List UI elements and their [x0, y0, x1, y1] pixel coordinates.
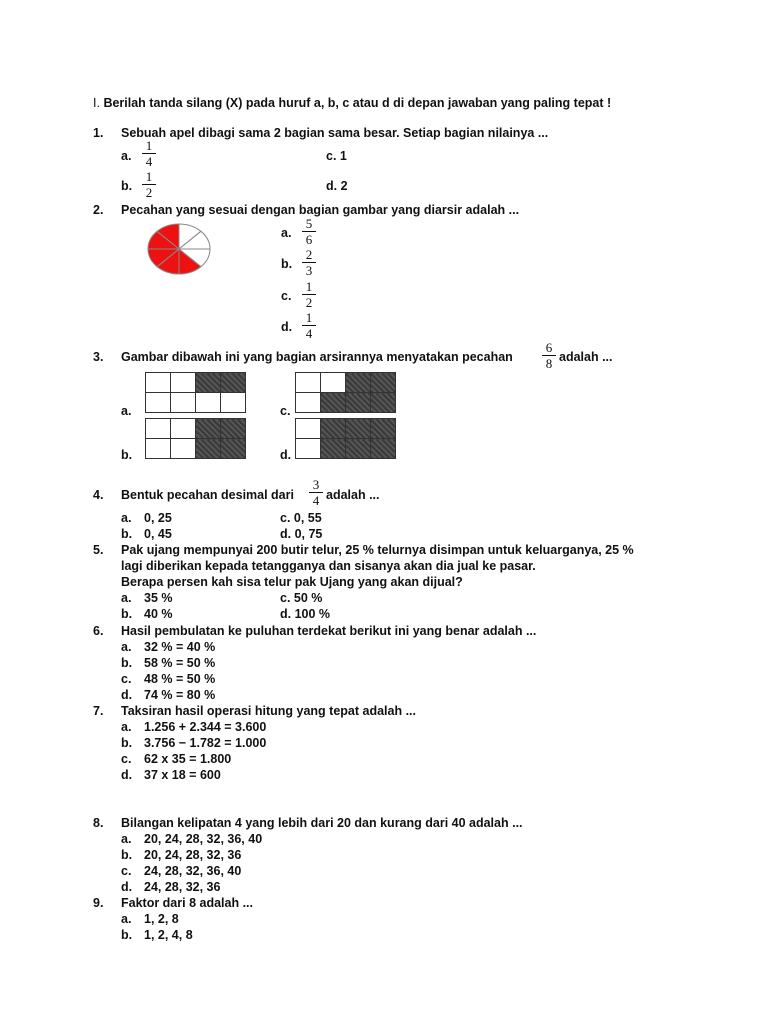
q7-option-c-label[interactable]: c. — [121, 752, 132, 766]
q8-option-d-value: 24, 28, 32, 36 — [144, 880, 221, 894]
fraction-denominator: 6 — [305, 232, 313, 247]
q3-option-b-label[interactable]: b. — [121, 448, 133, 462]
q2-option-a-fraction — [302, 217, 316, 246]
fraction-numerator: 3 — [312, 477, 320, 492]
q2-option-d-label[interactable]: d. — [281, 320, 293, 334]
q5-number: 5. — [93, 543, 104, 557]
grid-cell-shaded — [371, 373, 396, 393]
grid-cell — [321, 373, 346, 393]
q5-option-c[interactable]: c. 50 % — [280, 591, 323, 605]
grid-cell-shaded — [371, 439, 396, 459]
q2-number: 2. — [93, 203, 104, 217]
q3-option-d-grid — [295, 418, 396, 459]
grid-cell — [171, 393, 196, 413]
q2-option-c-fraction — [302, 280, 316, 309]
q8-option-b-label[interactable]: b. — [121, 848, 133, 862]
fraction-denominator: 4 — [305, 326, 313, 341]
fraction-numerator: 1 — [305, 279, 313, 294]
q7-option-b-label[interactable]: b. — [121, 736, 133, 750]
fraction-numerator: 1 — [145, 169, 153, 184]
q9-number: 9. — [93, 896, 104, 910]
q5-option-d[interactable]: d. 100 % — [280, 607, 331, 621]
instruction-prefix: I. — [93, 96, 100, 110]
grid-cell-shaded — [196, 419, 221, 439]
q4-option-a-label[interactable]: a. — [121, 511, 132, 525]
q7-option-d-label[interactable]: d. — [121, 768, 133, 782]
q2-pie-diagram — [146, 222, 212, 276]
q1-text: Sebuah apel dibagi sama 2 bagian sama besar. Setiap bagian nilainya ... — [121, 126, 549, 140]
q4-text: Bentuk pecahan desimal dari — [121, 488, 294, 502]
grid-cell — [146, 419, 171, 439]
q6-option-b-label[interactable]: b. — [121, 656, 133, 670]
q2-option-b-label[interactable]: b. — [281, 257, 293, 271]
q8-option-d-label[interactable]: d. — [121, 880, 133, 894]
q3-option-b-grid — [145, 418, 246, 459]
q2-option-c-label[interactable]: c. — [281, 289, 292, 303]
grid-cell-shaded — [321, 439, 346, 459]
grid-cell — [296, 393, 321, 413]
grid-cell-shaded — [196, 439, 221, 459]
q3-option-c-label[interactable]: c. — [280, 404, 291, 418]
q1-option-d[interactable]: d. 2 — [326, 179, 348, 193]
q4-option-a-value: 0, 25 — [144, 511, 172, 525]
q3-option-d-label[interactable]: d. — [280, 448, 292, 462]
q8-option-a-value: 20, 24, 28, 32, 36, 40 — [144, 832, 263, 846]
grid-cell-shaded — [321, 393, 346, 413]
q1-option-a-fraction — [142, 139, 156, 168]
q6-text: Hasil pembulatan ke puluhan terdekat berikut ini yang benar adalah ... — [121, 624, 537, 638]
q2-text: Pecahan yang sesuai dengan bagian gambar yang diarsir adalah ... — [121, 203, 520, 217]
q4-option-b-value: 0, 45 — [144, 527, 172, 541]
q6-option-b-value: 58 % = 50 % — [144, 656, 216, 670]
q8-number: 8. — [93, 816, 104, 830]
q3-number: 3. — [93, 350, 104, 364]
q8-text: Bilangan kelipatan 4 yang lebih dari 20 dan kurang dari 40 adalah ... — [121, 816, 523, 830]
grid-cell-shaded — [196, 373, 221, 393]
fraction-denominator: 2 — [145, 185, 153, 200]
q7-option-b-value: 3.756 − 1.782 = 1.000 — [144, 736, 267, 750]
q6-option-d-label[interactable]: d. — [121, 688, 133, 702]
fraction-denominator: 8 — [545, 356, 553, 371]
q9-option-a-label[interactable]: a. — [121, 912, 132, 926]
q3-option-c-grid — [295, 372, 396, 413]
q2-option-d-fraction — [302, 311, 316, 340]
grid-cell — [221, 393, 246, 413]
q5-line3: Berapa persen kah sisa telur pak Ujang yang akan dijual? — [121, 575, 463, 589]
grid-cell-shaded — [221, 419, 246, 439]
q8-option-a-label[interactable]: a. — [121, 832, 132, 846]
q3-text: Gambar dibawah ini yang bagian arsirannya menyatakan pecahan — [121, 350, 513, 364]
grid-cell-shaded — [346, 439, 371, 459]
q2-option-a-label[interactable]: a. — [281, 226, 292, 240]
q5-option-b-value: 40 % — [144, 607, 173, 621]
q7-option-a-label[interactable]: a. — [121, 720, 132, 734]
q5-line1: Pak ujang mempunyai 200 butir telur, 25 % telurnya disimpan untuk keluarganya, 25 % — [121, 543, 634, 557]
grid-cell-shaded — [321, 419, 346, 439]
q4-option-b-label[interactable]: b. — [121, 527, 133, 541]
grid-cell-shaded — [221, 439, 246, 459]
q4-number: 4. — [93, 488, 104, 502]
grid-cell-shaded — [221, 373, 246, 393]
q3-suffix: adalah ... — [559, 350, 613, 364]
grid-cell — [171, 439, 196, 459]
fraction-numerator: 5 — [305, 216, 313, 231]
grid-cell — [296, 439, 321, 459]
grid-cell — [171, 373, 196, 393]
grid-cell-shaded — [346, 419, 371, 439]
q6-option-c-label[interactable]: c. — [121, 672, 132, 686]
grid-cell — [196, 393, 221, 413]
grid-cell — [296, 373, 321, 393]
q9-text: Faktor dari 8 adalah ... — [121, 896, 253, 910]
q6-option-a-label[interactable]: a. — [121, 640, 132, 654]
q3-option-a-grid — [145, 372, 246, 413]
q4-option-d[interactable]: d. 0, 75 — [280, 527, 323, 541]
q9-option-b-label[interactable]: b. — [121, 928, 133, 942]
q6-option-d-value: 74 % = 80 % — [144, 688, 216, 702]
q7-option-d-value: 37 x 18 = 600 — [144, 768, 221, 782]
instruction-text: Berilah tanda silang (X) pada huruf a, b, c atau d di depan jawaban yang paling tepat ! — [103, 96, 612, 110]
q1-option-b-fraction — [142, 170, 156, 199]
fraction-denominator: 3 — [305, 263, 313, 278]
grid-cell — [171, 419, 196, 439]
grid-cell — [146, 393, 171, 413]
fraction-denominator: 4 — [312, 493, 320, 508]
q6-option-c-value: 48 % = 50 % — [144, 672, 216, 686]
q8-option-b-value: 20, 24, 28, 32, 36 — [144, 848, 242, 862]
q7-option-c-value: 62 x 35 = 1.800 — [144, 752, 232, 766]
q5-line2: lagi diberikan kepada tetangganya dan sisanya akan dia jual ke pasar. — [121, 559, 536, 573]
q3-fraction — [542, 341, 556, 370]
grid-cell — [146, 439, 171, 459]
fraction-denominator: 4 — [145, 154, 153, 169]
fraction-numerator: 2 — [305, 247, 313, 262]
q5-option-a-label[interactable]: a. — [121, 591, 132, 605]
fraction-denominator: 2 — [305, 295, 313, 310]
q1-option-c[interactable]: c. 1 — [326, 149, 347, 163]
q1-option-b-label[interactable]: b. — [121, 179, 133, 193]
grid-cell-shaded — [371, 393, 396, 413]
q7-text: Taksiran hasil operasi hitung yang tepat adalah ... — [121, 704, 416, 718]
q9-option-a-value: 1, 2, 8 — [144, 912, 179, 926]
fraction-numerator: 1 — [145, 138, 153, 153]
q4-option-c[interactable]: c. 0, 55 — [280, 511, 322, 525]
q9-option-b-value: 1, 2, 4, 8 — [144, 928, 193, 942]
q7-option-a-value: 1.256 + 2.344 = 3.600 — [144, 720, 267, 734]
q7-number: 7. — [93, 704, 104, 718]
instruction — [93, 96, 611, 110]
grid-cell-shaded — [346, 393, 371, 413]
q8-option-c-value: 24, 28, 32, 36, 40 — [144, 864, 242, 878]
q1-option-a-label[interactable]: a. — [121, 149, 132, 163]
grid-cell — [296, 419, 321, 439]
q4-suffix: adalah ... — [326, 488, 380, 502]
q6-option-a-value: 32 % = 40 % — [144, 640, 216, 654]
grid-cell-shaded — [371, 419, 396, 439]
fraction-numerator: 6 — [545, 340, 553, 355]
q4-fraction — [309, 478, 323, 507]
grid-cell — [146, 373, 171, 393]
q8-option-c-label[interactable]: c. — [121, 864, 132, 878]
q6-number: 6. — [93, 624, 104, 638]
q2-option-b-fraction — [302, 248, 316, 277]
grid-cell-shaded — [346, 373, 371, 393]
q3-option-a-label[interactable]: a. — [121, 404, 132, 418]
q5-option-b-label[interactable]: b. — [121, 607, 133, 621]
q5-option-a-value: 35 % — [144, 591, 173, 605]
fraction-numerator: 1 — [305, 310, 313, 325]
q1-number: 1. — [93, 126, 104, 140]
